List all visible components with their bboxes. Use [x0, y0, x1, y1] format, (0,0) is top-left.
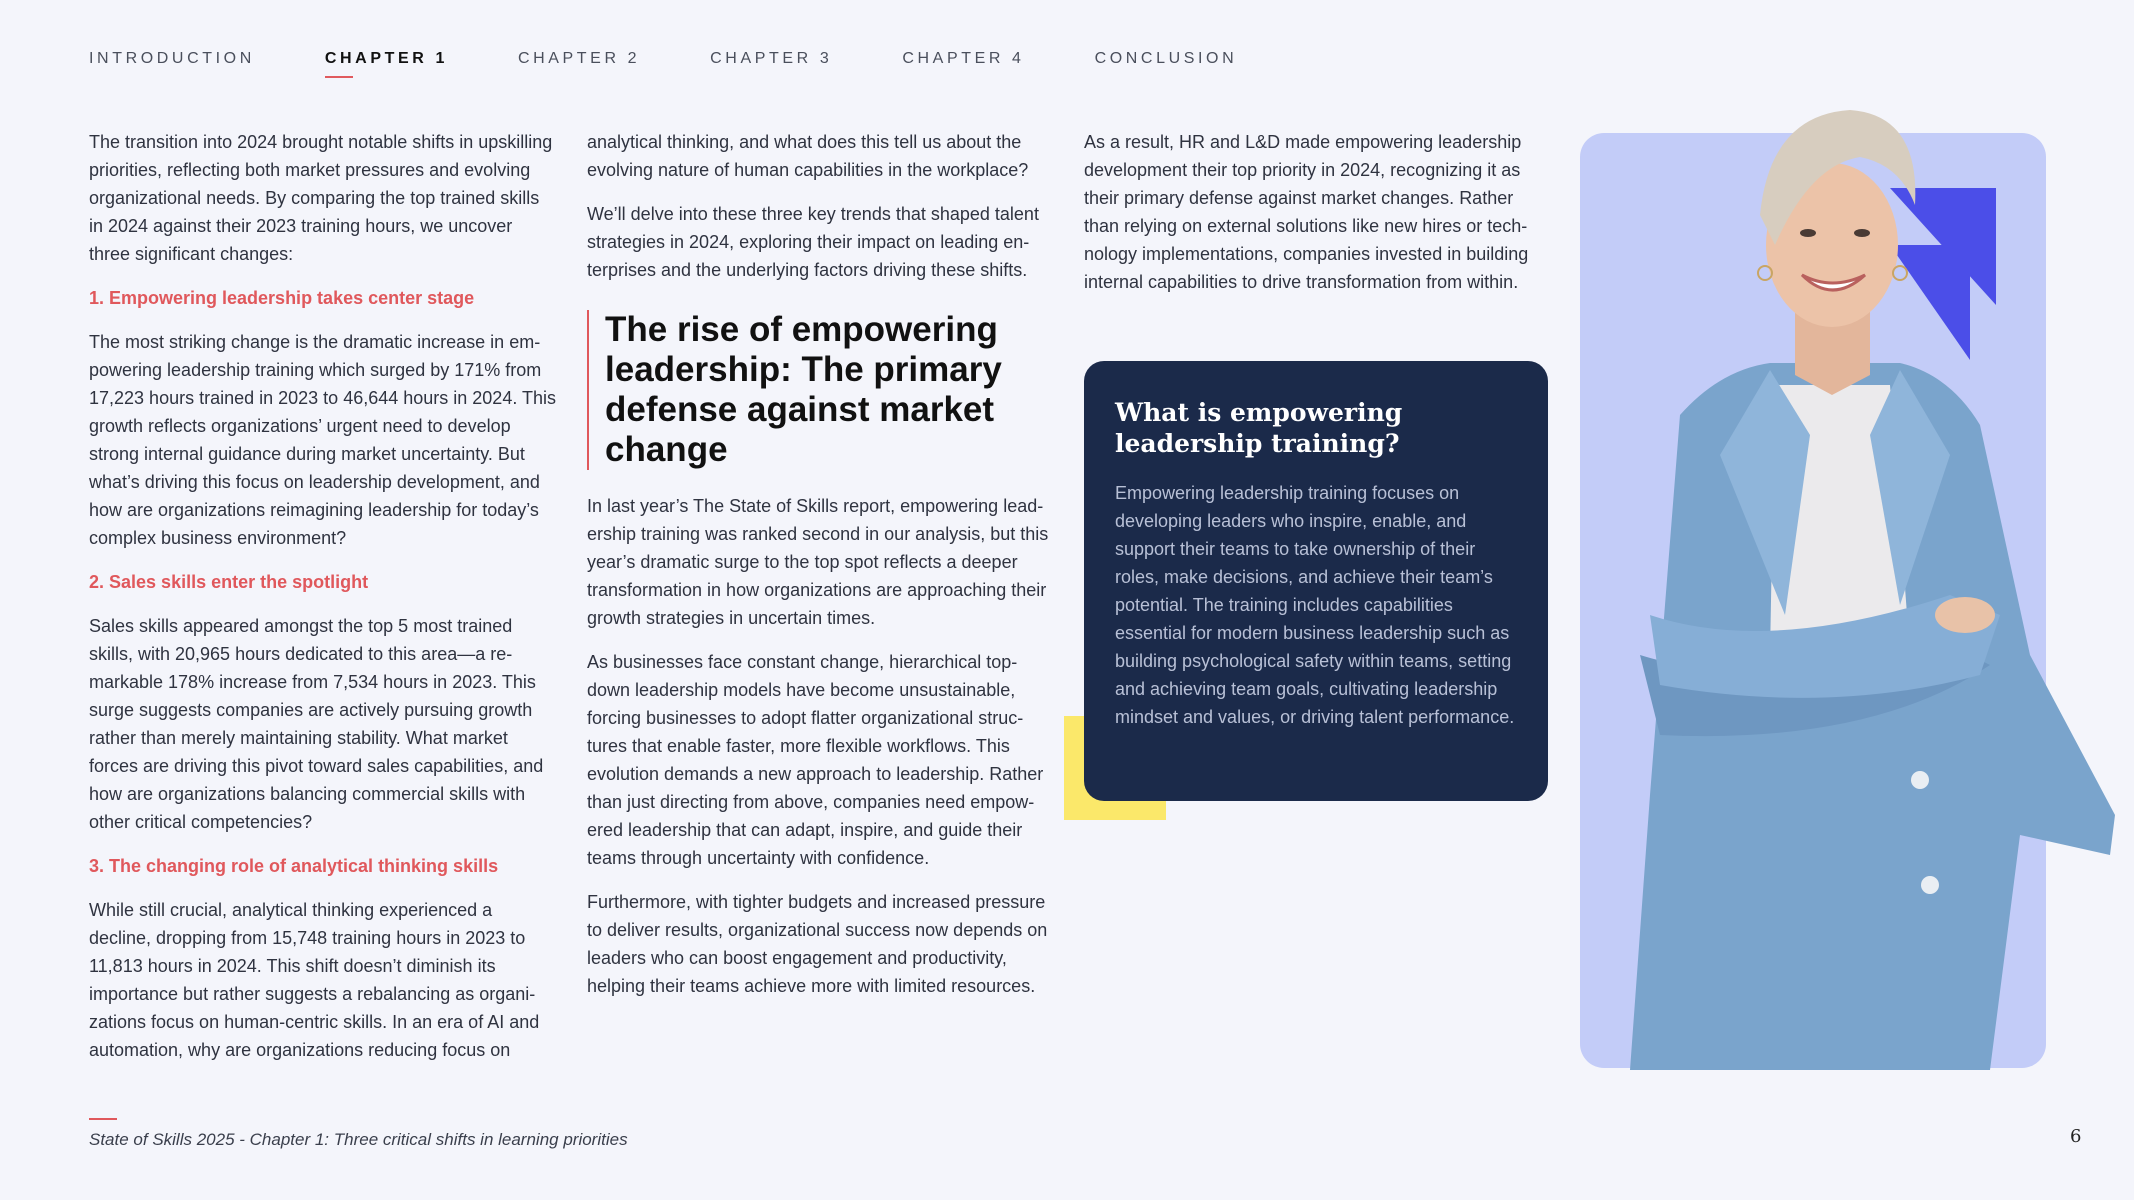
paragraph-constant-change: As businesses face constant change, hierarchical top-down leadership models have become unsustainable, forcing businesses to adopt flatter organizational structures that enable faster, more flexible workflows. This evolution demands a new approach to leadership. Rather than just directing from above, companies need empowered leadership that can adapt, inspire, and guide their teams through uncertainty with confidence.: [587, 652, 1044, 868]
footer-caption: State of Skills 2025 - Chapter 1: Three critical shifts in learning priorities: [89, 1130, 628, 1149]
page-number: 6: [2070, 1126, 2082, 1147]
text-column-3: [1084, 128, 1552, 312]
brand-logo-triangle-bottom: [1890, 245, 1970, 360]
paragraph-empowering-leadership: The most striking change is the dramatic increase in empowering leadership training which surged by 171% from 17,223 hours trained in 2023 to 46,644 hours in 2024. This growth reflects organizations’ urgent need to develop strong internal guidance during market uncertainty. But what’s driving this focus on leadership development, and how are organizations reimagining leadership for today’s complex business environment?: [89, 332, 557, 548]
text-column-1: [89, 128, 557, 1080]
text-column-2: [587, 128, 1057, 1016]
woman-portrait-photo: [1570, 95, 2126, 1070]
paragraph-last-year: In last year’s The State of Skills report, empowering leadership training was ranked second in our analysis, but this year’s dramatic surge to the top spot reflects a deeper transformation in how organizations are approaching their growth strategies in uncertain times.: [587, 496, 1049, 628]
nav-conclusion[interactable]: CONCLUSION: [1094, 50, 1238, 67]
nav-introduction[interactable]: INTRODUCTION: [89, 50, 255, 67]
nav-chapter-1[interactable]: CHAPTER 1: [324, 50, 448, 67]
paragraph-hr-priority: As a result, HR and L&D made empowering leadership development their top priority in 2024, recognizing it as their primary defense against market changes. Rather than relying on external solutions like new hires or technology implementations, companies invested in building internal capabilities to drive transformation from within.: [1084, 132, 1529, 292]
nav-chapter-4[interactable]: CHAPTER 4: [902, 50, 1025, 67]
paragraph-analytical-thinking: While still crucial, analytical thinking experienced a decline, dropping from 15,748 training hours in 2023 to 11,813 hours in 2024. This shift doesn’t diminish its importance but rather suggests a rebalancing as organizations focus on human-centric skills. In an era of AI and automation, why are organizations reducing focus on: [89, 900, 540, 1060]
paragraph-sales-skills: Sales skills appeared amongst the top 5 most trained skills, with 20,965 hours dedicated to this area—a remarkable 178% increase from 7,534 hours in 2023. This surge suggests companies are actively pursuing growth rather than merely maintaining stability. What market forces are driving this pivot toward sales capabilities, and how are organizations balancing commercial skills with other critical competencies?: [89, 616, 544, 832]
subheading-analytical-thinking: 3. The changing role of analytical thinking skills: [89, 856, 499, 876]
subheading-empowering-leadership: 1. Empowering leadership takes center stage: [89, 288, 475, 308]
paragraph-continued: analytical thinking, and what does this tell us about the evolving nature of human capabilities in the workplace?: [587, 132, 1029, 180]
paragraph-trends: We’ll delve into these three key trends that shaped talent strategies in 2024, exploring their impact on leading enterprises and the underlying factors driving these shifts.: [587, 204, 1039, 280]
chapter-nav: [89, 50, 1307, 68]
nav-chapter-3[interactable]: CHAPTER 3: [710, 50, 833, 67]
callout-body: Empowering leadership training focuses on developing leaders who inspire, enable, and support their teams to take ownership of their roles, make decisions, and achieve their team’s potential. The training includes capabilities essential for modern business leadership such as building psychological safety within teams, setting and achieving team goals, cultivating leadership mindset and values, or driving talent performance.: [1115, 483, 1515, 727]
paragraph-tighter-budgets: Furthermore, with tighter budgets and increased pressure to deliver results, organizational success now depends on leaders who can boost engagement and productivity, helping their teams achieve more with limited resources.: [587, 892, 1048, 996]
intro-paragraph: The transition into 2024 brought notable shifts in upskilling priorities, reflecting both market pressures and evolving organizational needs. By comparing the top trained skills in 2024 against their 2023 training hours, we uncover three significant changes:: [89, 132, 553, 264]
section-heading: The rise of empowering leadership: The primary defense against market change: [587, 310, 1057, 470]
callout-title: What is empowering leadership training?: [1115, 398, 1403, 458]
nav-chapter-2[interactable]: CHAPTER 2: [517, 50, 641, 67]
footer-accent-rule: [89, 1118, 117, 1120]
definition-callout: [1084, 361, 1548, 801]
subheading-sales-skills: 2. Sales skills enter the spotlight: [89, 572, 369, 592]
